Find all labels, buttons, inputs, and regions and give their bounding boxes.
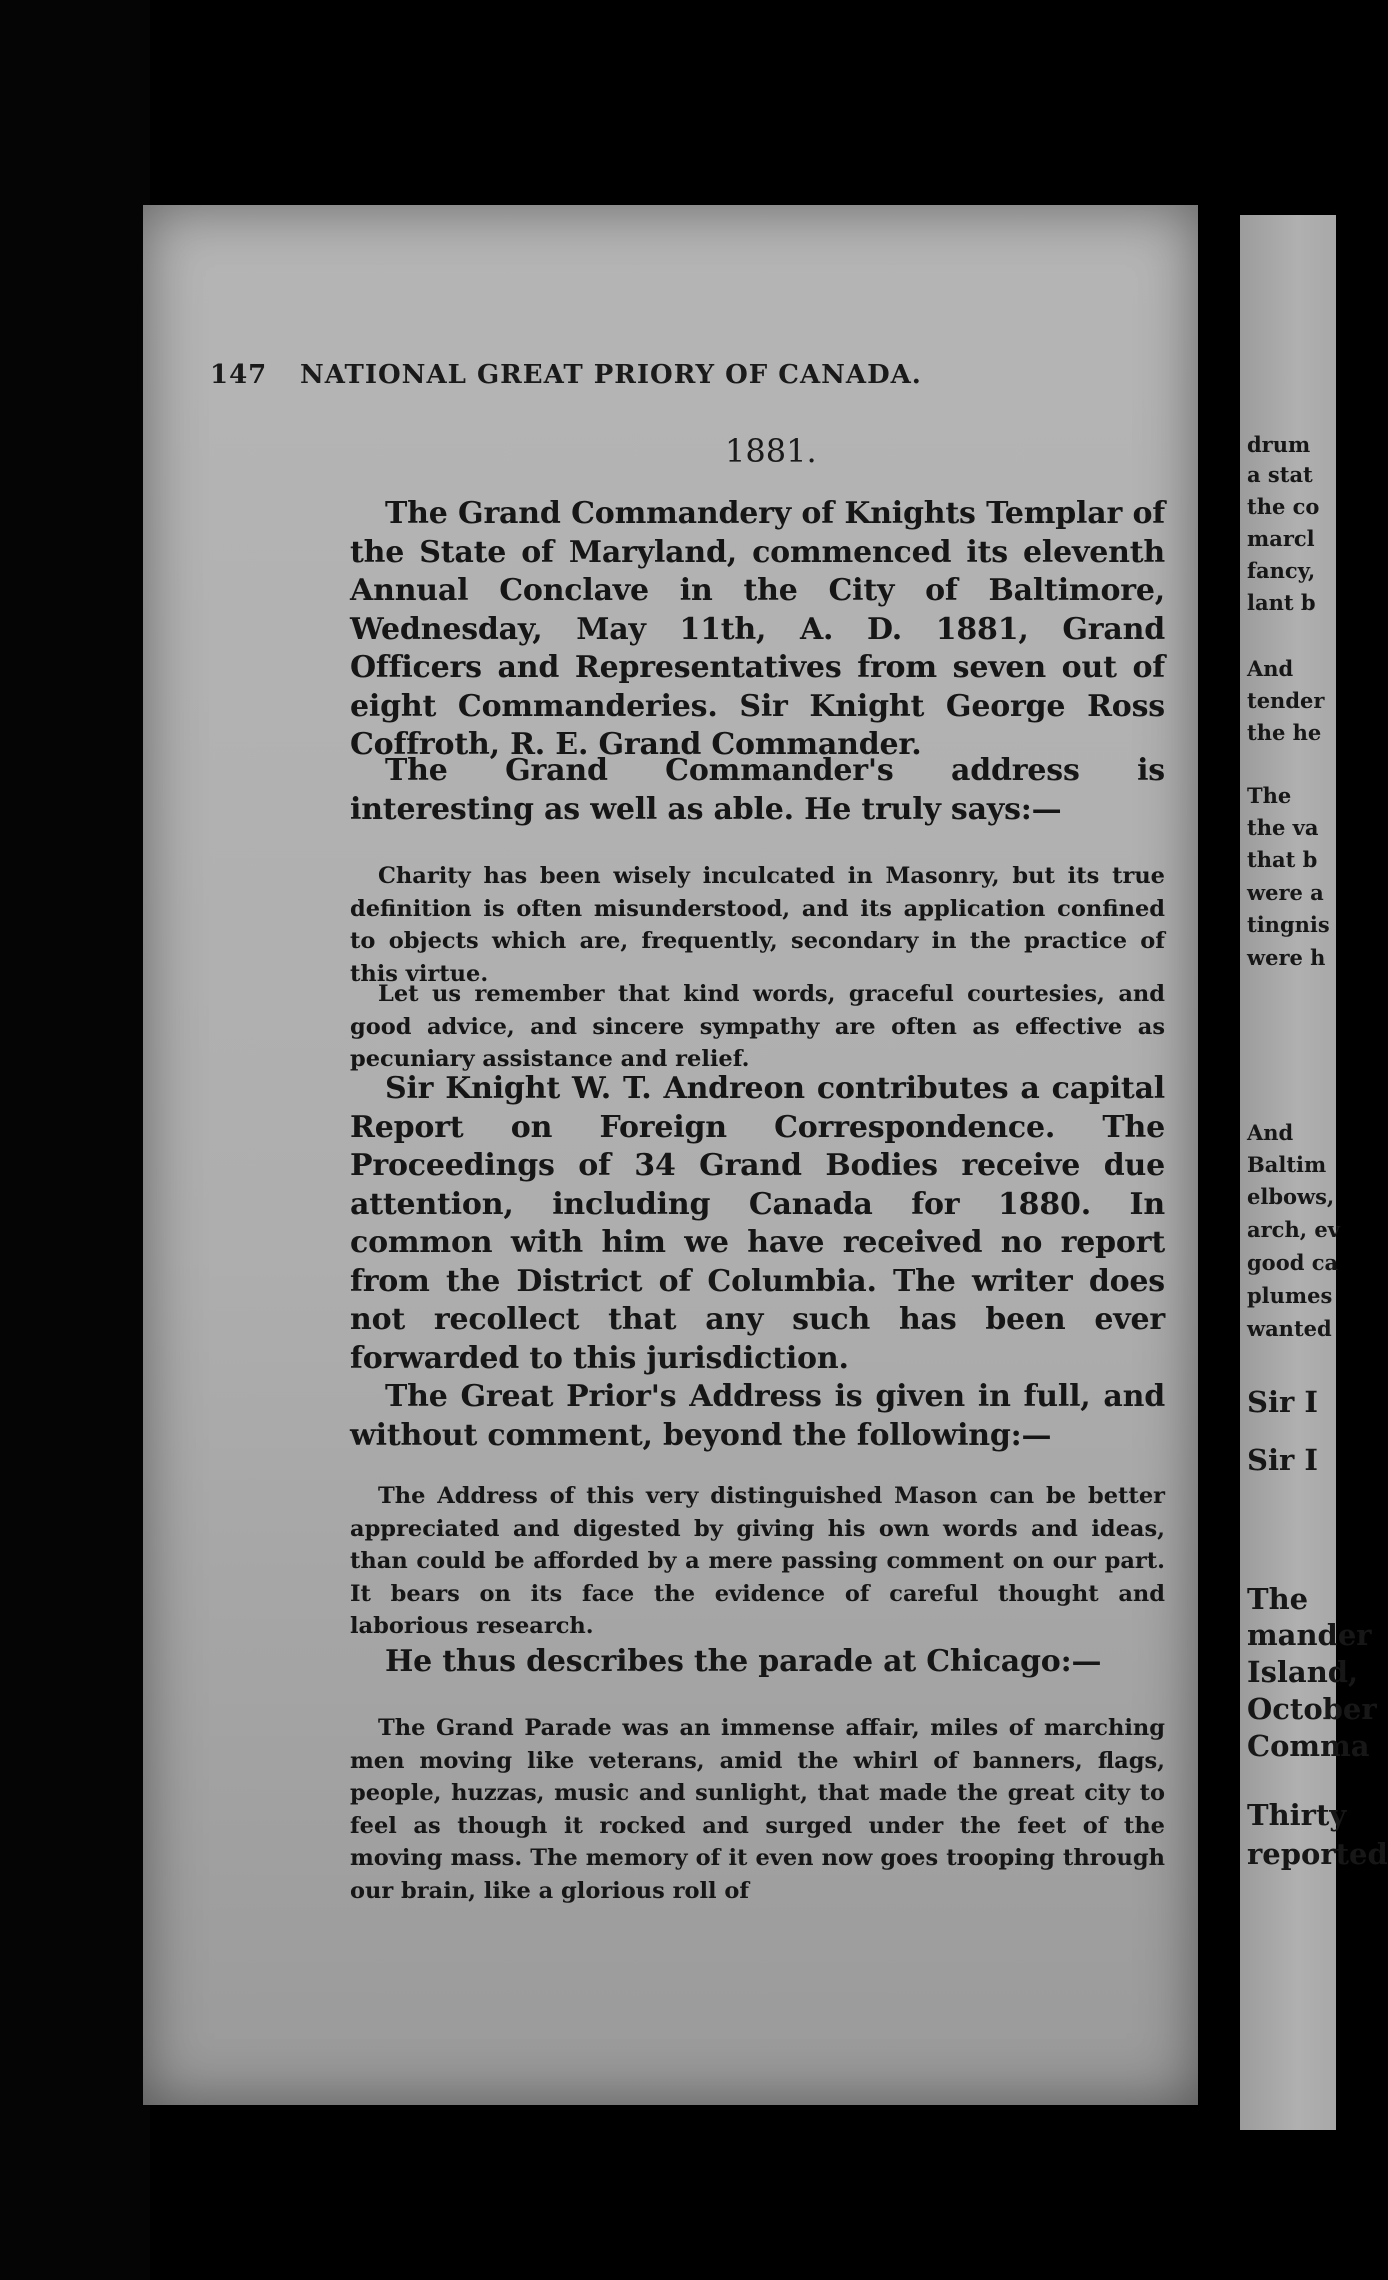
adjacent-line: were h bbox=[1247, 945, 1326, 970]
paragraph-parade-intro: He thus describes the parade at Chicago:— bbox=[385, 1644, 1102, 1679]
adjacent-line: good ca bbox=[1247, 1250, 1339, 1275]
adjacent-line: The bbox=[1247, 1582, 1309, 1616]
adjacent-line: Baltim bbox=[1247, 1152, 1327, 1177]
adjacent-line: October bbox=[1247, 1692, 1377, 1726]
running-title: NATIONAL GREAT PRIORY OF CANADA. bbox=[300, 360, 922, 390]
adjacent-line: the co bbox=[1247, 494, 1320, 519]
paragraph-grand-commander-address: The Grand Commander's address is interesting as well as able. He truly says:— bbox=[350, 753, 1165, 827]
adjacent-line: Sir I bbox=[1247, 1385, 1318, 1419]
page-number: 147 bbox=[210, 360, 268, 390]
quote-kind-words: Let us remember that kind words, graceful courtesies, and good advice, and sincere sympathy are often as effective as pecuniary assistance and relief. bbox=[350, 981, 1165, 1072]
adjacent-line: fancy, bbox=[1247, 558, 1316, 583]
adjacent-line: the va bbox=[1247, 815, 1319, 840]
adjacent-line: elbows, bbox=[1247, 1184, 1335, 1209]
adjacent-line: mander bbox=[1247, 1618, 1372, 1652]
adjacent-line: the he bbox=[1247, 720, 1322, 745]
adjacent-line: reported bbox=[1247, 1837, 1388, 1871]
adjacent-line: tingnis bbox=[1247, 912, 1330, 937]
quote-charity: Charity has been wisely inculcated in Masonry, but its true definition is often misunderstood, and its application confined to objects which are, frequently, secondary in the practice of this virtue. bbox=[350, 863, 1165, 987]
adjacent-line: that b bbox=[1247, 847, 1318, 872]
adjacent-line: tender bbox=[1247, 688, 1325, 713]
adjacent-line: drum bbox=[1247, 432, 1311, 457]
adjacent-line: And bbox=[1247, 656, 1294, 681]
quote-distinguished-mason: The Address of this very distinguished Mason can be better appreciated and digested by giving his own words and ideas, than could be afforded by a mere passing comment on our part. It bears on its face the evidence of careful thought and laborious research. bbox=[350, 1483, 1165, 1639]
adjacent-line: Island, bbox=[1247, 1655, 1359, 1689]
scan-border-left bbox=[0, 0, 150, 2280]
paragraph-foreign-correspondence: Sir Knight W. T. Andreon contributes a capital Report on Foreign Correspondence. The Proceedings of 34 Grand Bodies receive due attention, including Canada for 1880. In common with him we have received no report from the District of Columbia. The writer does not recollect that any such has been ever forwarded to this jurisdiction. bbox=[350, 1071, 1165, 1376]
section-year: 1881. bbox=[725, 432, 817, 470]
adjacent-line: Comma bbox=[1247, 1729, 1370, 1763]
adjacent-line: arch, ev bbox=[1247, 1217, 1340, 1242]
adjacent-line: lant b bbox=[1247, 590, 1316, 615]
adjacent-line: The bbox=[1247, 783, 1292, 808]
paragraph-great-prior-address: The Great Prior's Address is given in full, and without comment, beyond the following:— bbox=[350, 1379, 1165, 1453]
adjacent-line: Thirty bbox=[1247, 1798, 1347, 1832]
running-header bbox=[210, 360, 1060, 390]
adjacent-line: marcl bbox=[1247, 526, 1315, 551]
adjacent-line: wanted bbox=[1247, 1316, 1332, 1341]
adjacent-line: plumes bbox=[1247, 1283, 1333, 1308]
adjacent-line: were a bbox=[1247, 880, 1324, 905]
quote-grand-parade: The Grand Parade was an immense affair, miles of marching men moving like veterans, amid the whirl of banners, flags, people, huzzas, music and sunlight, that made the great city to feel as though it rocked and surged under the feet of the moving mass. The memory of it even now goes trooping through our brain, like a glorious roll of bbox=[350, 1715, 1165, 1904]
adjacent-line: a stat bbox=[1247, 462, 1313, 487]
adjacent-line: Sir I bbox=[1247, 1443, 1318, 1477]
paragraph-maryland-conclave: The Grand Commandery of Knights Templar of the State of Maryland, commenced its eleventh Annual Conclave in the City of Baltimore, Wednesday, May 11th, A. D. 1881, Grand Officers and Representatives from seven out of eight Commanderies. Sir Knight George Ross Coffroth, R. E. Grand Commander. bbox=[350, 496, 1165, 762]
adjacent-line: And bbox=[1247, 1120, 1294, 1145]
